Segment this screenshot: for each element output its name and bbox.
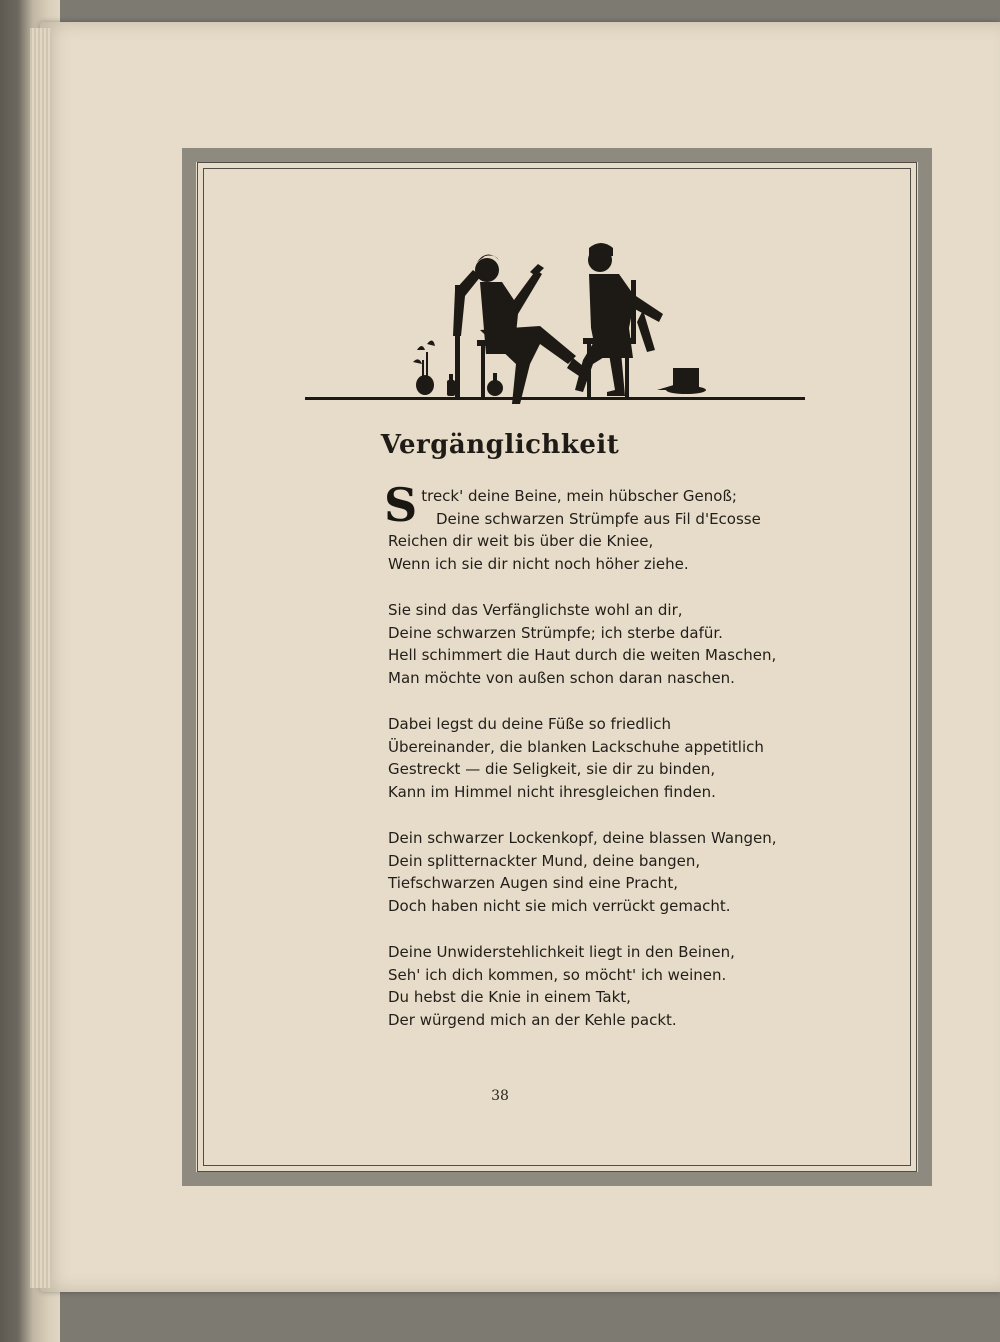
poem-title: Vergänglichkeit [380, 430, 620, 460]
poem-line: Deine schwarzen Strümpfe; ich sterbe dafür. [388, 623, 723, 642]
stanza-1 [384, 478, 808, 575]
poem-line: Übereinander, die blanken Lackschuhe appetitlich [388, 737, 764, 756]
ground-line [305, 397, 805, 400]
poem-body [384, 478, 808, 1055]
poem-line: Sie sind das Verfänglichste wohl an dir, [388, 601, 683, 619]
poem-line: Tiefschwarzen Augen sind eine Pracht, [388, 874, 678, 892]
poem-line: Dein splitternackter Mund, deine bangen, [388, 851, 701, 870]
stanza-3 [388, 713, 808, 803]
top-hat [657, 368, 706, 394]
poem-line: Wenn ich sie dir nicht noch höher ziehe. [388, 554, 689, 573]
poem-line: treck' deine Beine, mein hübscher Genoß; [421, 487, 737, 505]
poem-line: Hell schimmert die Haut durch die weiten Maschen, [388, 646, 777, 664]
seated-man [575, 243, 663, 397]
poem-line: Du hebst die Knie in einem Takt, [388, 988, 631, 1006]
drop-cap: S [384, 478, 418, 532]
poem-line: Der würgend mich an der Kehle packt. [388, 1010, 677, 1029]
poem-line: Seh' ich dich kommen, so möcht' ich weinen. [388, 965, 727, 984]
poem-line: Reichen dir weit bis über die Kniee, [388, 532, 654, 550]
stanza-2 [388, 599, 808, 689]
stanza-4 [388, 827, 808, 917]
page-number: 38 [491, 1088, 509, 1104]
poem-line: Man möchte von außen schon daran naschen. [388, 668, 735, 687]
poem-line: Doch haben nicht sie mich verrückt gemacht. [388, 896, 731, 915]
poem-line: Gestreckt — die Seligkeit, sie dir zu binden, [388, 760, 716, 778]
silhouette-illustration [305, 240, 805, 405]
poem-line: Dein schwarzer Lockenkopf, deine blassen Wangen, [388, 829, 777, 847]
flower-pot [416, 375, 434, 395]
poem-line: Deine schwarzen Strümpfe aus Fil d'Ecosse [436, 509, 761, 528]
poem-line: Deine Unwiderstehlichkeit liegt in den Beinen, [388, 943, 735, 961]
poem-line: Dabei legst du deine Füße so friedlich [388, 715, 672, 733]
seated-woman [453, 254, 583, 404]
poem-line: Kann im Himmel nicht ihresgleichen finden. [388, 782, 716, 801]
bottle [447, 380, 455, 396]
stanza-5 [388, 941, 808, 1031]
